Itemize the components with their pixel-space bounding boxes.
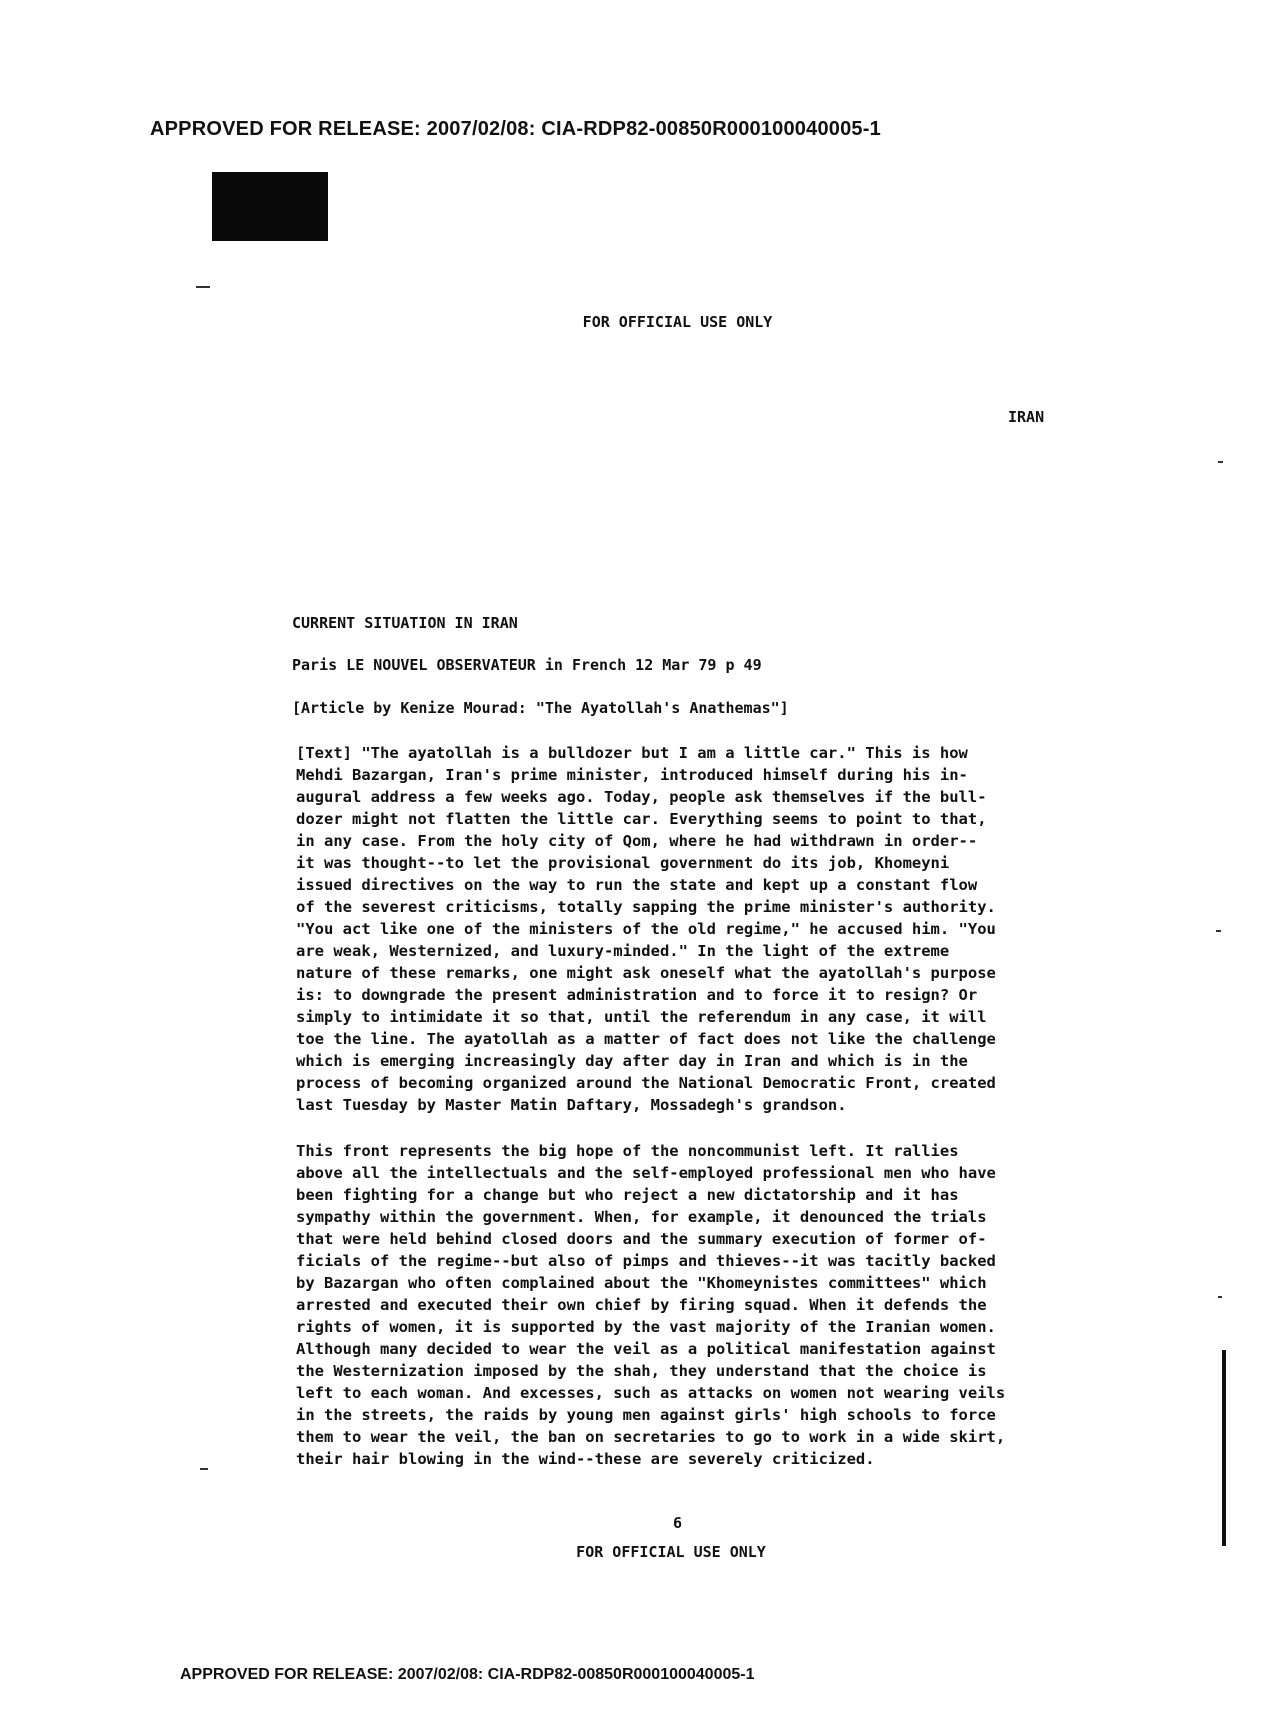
scan-mark <box>200 1468 208 1470</box>
body-paragraph-1: [Text] "The ayatollah is a bulldozer but I am a little car." This is how Mehdi Bazargan, Iran's prime minister, introduced himself during his in- augural address a few weeks ago. Today, people ask themselves if the bull- dozer might not flatten the little car. Everything seems to point to that, in any case. From the holy city of Qom, where he had withdrawn in order-- it was thought--to let the provisional government do its job, Khomeyni issued directives on the way to run the state and kept up a constant flow of the severest criticisms, totally sapping the prime minister's authority. "You act like one of the ministers of the old regime," he accused him. "You are weak, Westernized, and luxury-minded." In the light of the extreme nature of these remarks, one might ask oneself what the ayatollah's purpose is: to downgrade the present administration and to force it to resign? Or simply to intimidate it so that, until the referendum in any case, it will toe the line. The ayatollah as a matter of fact does not like the challenge which is emerging increasingly day after day in Iran and which is in the process of becoming organized around the National Democratic Front, created last Tuesday by Master Matin Daftary, Mossadegh's grandson. <box>296 744 996 1114</box>
classification-top: FOR OFFICIAL USE ONLY <box>582 313 773 331</box>
page-number: 6 <box>672 1514 683 1532</box>
article-byline: [Article by Kenize Mourad: "The Ayatollah's Anathemas"] <box>292 699 789 717</box>
release-header: APPROVED FOR RELEASE: 2007/02/08: CIA-RDP82-00850R000100040005-1 <box>150 118 881 140</box>
redaction-block <box>212 172 328 241</box>
body-paragraph-2: This front represents the big hope of the noncommunist left. It rallies above all the intellectuals and the self-employed professional men who have been fighting for a change but who reject a new dictatorship and it has sympathy within the government. When, for example, it denounced the trials that were held behind closed doors and the summary execution of former of- ficials of the regime--but also of pimps and thieves--it was tacitly backed by Bazargan who often complained about the "Khomeynistes committees" which arrested and executed their own chief by firing squad. When it defends the rights of women, it is supported by the vast majority of the Iranian women. Although many decided to wear the veil as a political manifestation against the Westernization imposed by the shah, they understand that the choice is left to each woman. And excesses, such as attacks on women not wearing veils in the streets, the raids by young men against girls' high schools to force them to wear the veil, the ban on secretaries to go to work in a wide skirt, their hair blowing in the wind--these are severely criticized. <box>296 1142 1006 1468</box>
scan-mark <box>1216 930 1221 932</box>
scan-mark <box>1218 1296 1222 1298</box>
article-source: Paris LE NOUVEL OBSERVATEUR in French 12 Mar 79 p 49 <box>292 656 762 674</box>
scan-mark <box>196 286 210 288</box>
country-label: IRAN <box>1008 408 1045 426</box>
scan-mark <box>1218 461 1223 463</box>
classification-bottom: FOR OFFICIAL USE ONLY <box>576 1543 766 1561</box>
article-title: CURRENT SITUATION IN IRAN <box>292 614 518 632</box>
release-footer: APPROVED FOR RELEASE: 2007/02/08: CIA-RDP82-00850R000100040005-1 <box>180 1666 755 1683</box>
